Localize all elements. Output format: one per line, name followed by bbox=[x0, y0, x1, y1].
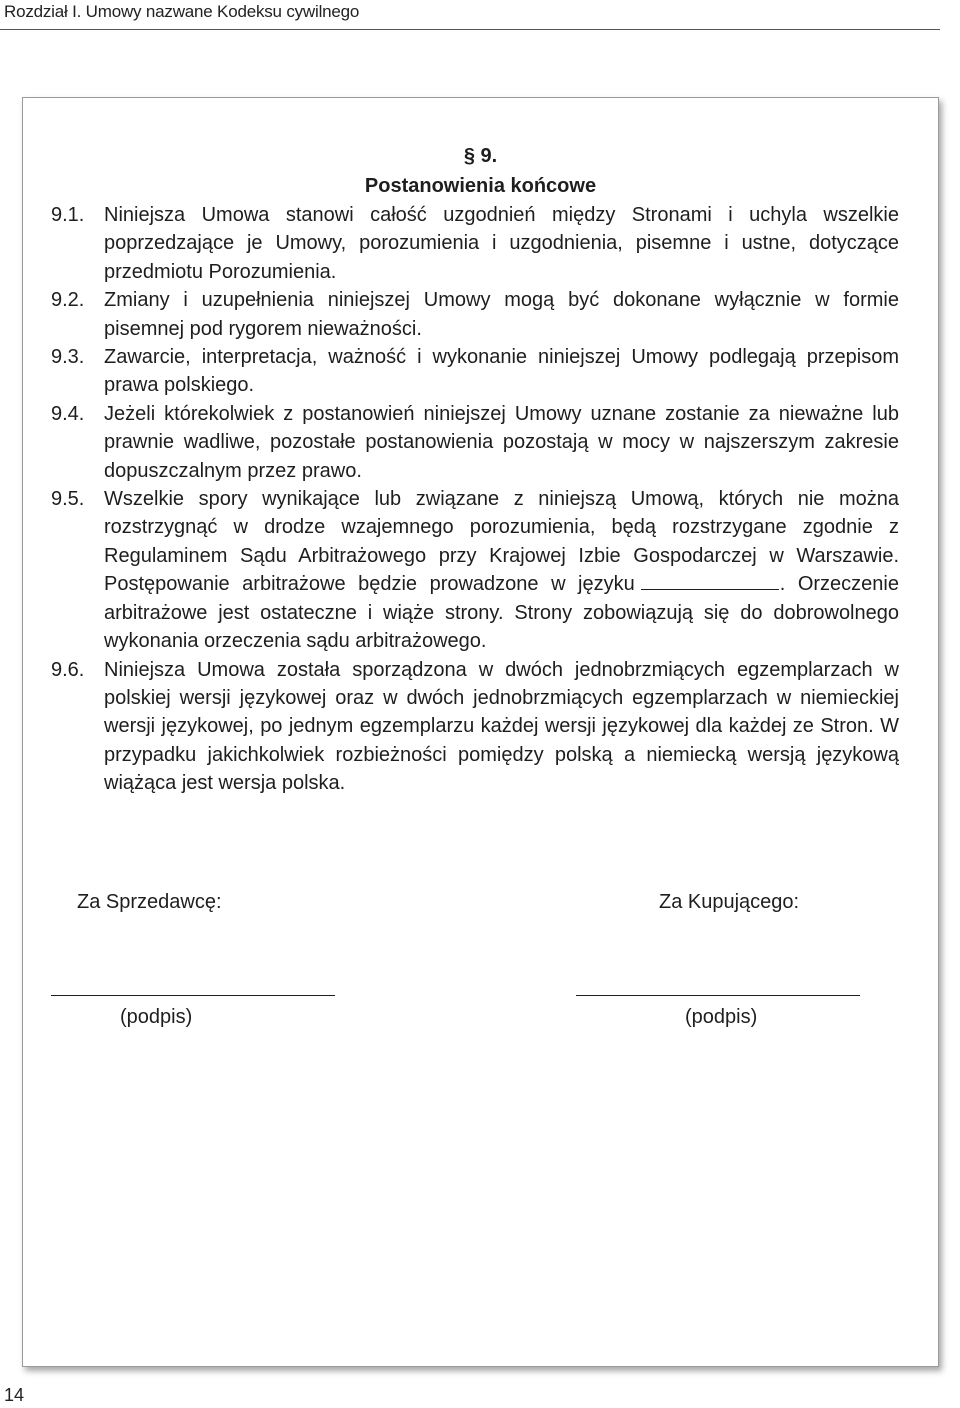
clause-number: 9.5. bbox=[51, 488, 85, 511]
clause-text: Zmiany i uzupełnienia niniejszej Umowy mogą być dokonane wyłącznie w formie pisemnej pod rygorem nieważności. bbox=[104, 289, 899, 340]
clause-9-4 bbox=[51, 400, 899, 485]
section-title: Postanowienia końcowe bbox=[364, 175, 597, 197]
clause-text-before-blank: Wszelkie spory wynikające lub związane z niniejszą Umową, których nie można rozstrzygnąć w drodze wzajemnego porozumienia, będą rozstrzygane zgodnie z Regulaminem Sądu Arbitrażowego przy Krajowej Izbie Gospodarczej w Warszawie. Postępowanie arbitrażowe będzie prowadzone w języku bbox=[104, 488, 899, 596]
clause-9-6 bbox=[51, 656, 899, 798]
clause-number: 9.4. bbox=[51, 402, 85, 425]
clause-text bbox=[104, 485, 899, 655]
clause-number: 9.3. bbox=[51, 346, 85, 369]
buyer-signature-line[interactable] bbox=[576, 995, 860, 996]
header-rule bbox=[0, 29, 940, 30]
buyer-signature-label: Za Kupującego: bbox=[659, 891, 800, 913]
clause-text: Jeżeli którekolwiek z postanowień niniejszej Umowy uznane zostanie za nieważne lub prawnie wadliwe, pozostałe postanowienia pozostają w mocy w najszerszym zakresie dopuszczalnym przez prawo. bbox=[104, 402, 899, 482]
page-number: 14 bbox=[4, 1385, 25, 1405]
clause-text: Niniejsza Umowa została sporządzona w dwóch jednobrzmiących egzemplarzach w polskiej wersji językowej oraz w dwóch jednobrzmiących egzemplarzach w niemieckiej wersji językowej, po jednym egzemplarzu każdej wersji językowej dla każdej ze Stron. W przypadku jakichkolwiek rozbieżności pomiędzy polską a niemiecką wersją językową wiążąca jest wersja polska. bbox=[104, 658, 899, 795]
section-number: § 9. bbox=[463, 145, 498, 167]
seller-signature-label: Za Sprzedawcę: bbox=[77, 891, 222, 913]
clause-number: 9.2. bbox=[51, 289, 85, 312]
language-blank-field[interactable] bbox=[641, 571, 779, 590]
clause-9-3 bbox=[51, 343, 899, 400]
buyer-signature-caption: (podpis) bbox=[685, 1006, 758, 1028]
clause-number: 9.1. bbox=[51, 204, 85, 226]
seller-signature-line[interactable] bbox=[51, 995, 335, 996]
document-panel bbox=[22, 97, 939, 1367]
clause-text: Zawarcie, interpretacja, ważność i wykonanie niniejszej Umowy podlegają przepisom prawa polskiego. bbox=[104, 346, 899, 397]
clause-list bbox=[51, 201, 899, 798]
clause-9-5 bbox=[51, 485, 899, 655]
clause-text-after-blank: . Orzeczenie arbitrażowe jest ostateczne i wiąże strony. Strony zobowiązują się do dobrowolnego wykonania orzeczenia sądu arbitrażowego. bbox=[104, 573, 899, 653]
clause-9-1 bbox=[51, 201, 899, 286]
clause-number: 9.6. bbox=[51, 658, 85, 681]
seller-signature-caption: (podpis) bbox=[120, 1006, 193, 1028]
clause-9-2 bbox=[51, 286, 899, 343]
running-header: Rozdział I. Umowy nazwane Kodeksu cywilnego bbox=[4, 2, 360, 21]
clause-text: Niniejsza Umowa stanowi całość uzgodnień między Stronami i uchyla wszelkie poprzedzające je Umowy, porozumienia i uzgodnienia, pisemne i ustne, dotyczące przedmiotu Porozumienia. bbox=[104, 204, 899, 283]
